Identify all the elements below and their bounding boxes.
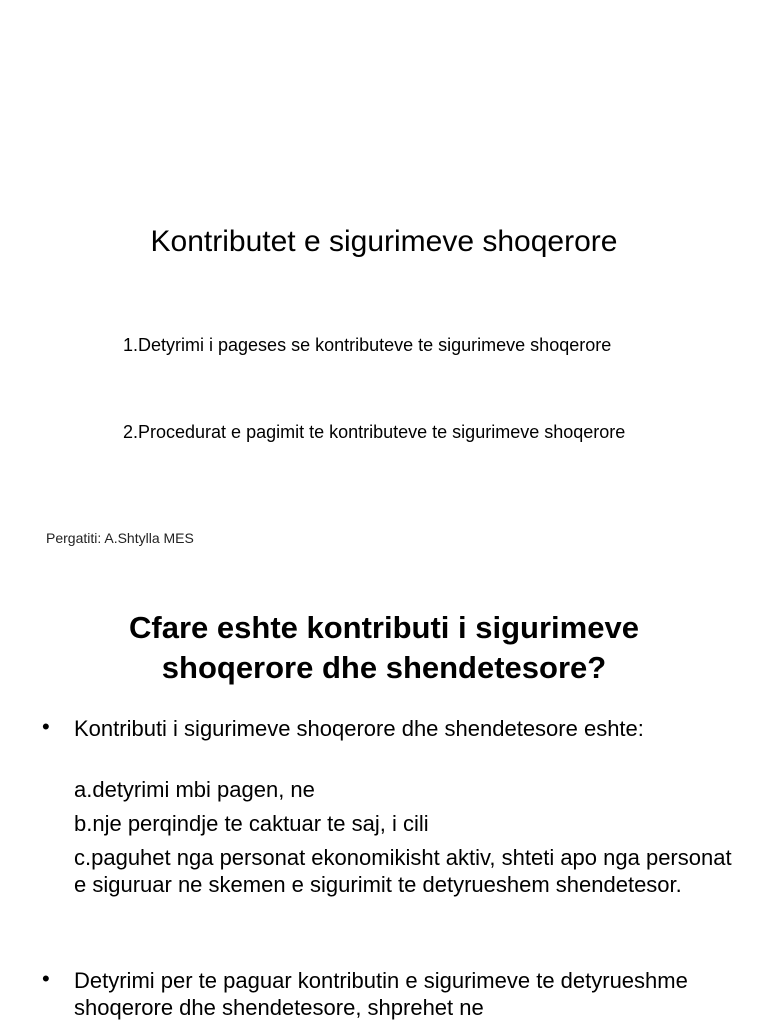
bullet-icon: • (42, 714, 50, 739)
slide-1-title: Kontributet e sigurimeve shoqerore (150, 225, 618, 258)
bullet-1-text: Kontributi i sigurimeve shoqerore dhe shendetesore eshte: (74, 716, 644, 741)
bullet-2-text: Detyrimi per te paguar kontributin e sigurimeve te detyrueshme shoqerore dhe shendetesore, shprehet ne (74, 968, 688, 1020)
sub-item-a: a.detyrimi mbi pagen, ne (74, 777, 315, 802)
slide-2-title (0, 608, 768, 688)
slide-1-item-1: 1.Detyrimi i pageses se kontributeve te sigurimeve shoqerore (123, 335, 612, 355)
bullet-icon: • (42, 966, 50, 991)
slide-2 (0, 576, 768, 1024)
sub-item-c: c.paguhet nga personat ekonomikisht aktiv, shteti apo nga personat e siguruar ne skemen e sigurimit te detyrueshem shendetesor. (74, 845, 732, 897)
slide-1-item-2: 2.Procedurat e pagimit te kontributeve te sigurimeve shoqerore (123, 422, 626, 442)
slide-2-title-line-1: Cfare eshte kontributi i sigurimeve (129, 610, 639, 645)
sub-item-b: b.nje perqindje te caktuar te saj, i cili (74, 811, 429, 836)
slide-2-title-line-2: shoqerore dhe shendetesore? (161, 650, 607, 685)
author-credit: Pergatiti: A.Shtylla MES (46, 530, 194, 546)
